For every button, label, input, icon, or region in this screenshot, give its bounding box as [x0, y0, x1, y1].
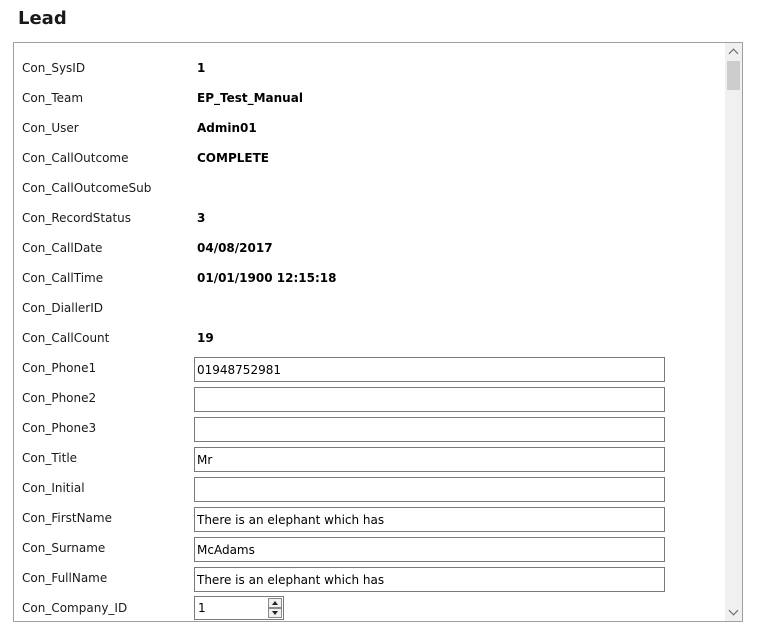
lead-details-panel [13, 42, 743, 622]
row-phone2 [14, 378, 724, 408]
company-id-label: Con_Company_ID [22, 601, 128, 615]
team-value: EP_Test_Manual [197, 91, 303, 105]
row-phone3 [14, 408, 724, 438]
company-id-input[interactable] [195, 597, 273, 619]
row-calltime [14, 258, 724, 288]
row-calldate [14, 228, 724, 258]
title-label: Con_Title [22, 451, 78, 465]
row-title [14, 438, 724, 468]
row-team [14, 78, 724, 108]
triangle-down-icon [272, 611, 278, 615]
row-fullname [14, 558, 724, 588]
company-id-stepper[interactable] [194, 596, 284, 620]
stepper-down-button[interactable] [268, 608, 282, 618]
row-phone1 [14, 348, 724, 378]
surname-label: Con_Surname [22, 541, 106, 555]
fullname-label: Con_FullName [22, 571, 108, 585]
calldate-label: Con_CallDate [22, 241, 103, 255]
scroll-up-button[interactable] [725, 43, 742, 60]
row-sysid [14, 48, 724, 78]
initial-label: Con_Initial [22, 481, 85, 495]
row-calloutcomesub [14, 168, 724, 198]
calltime-label: Con_CallTime [22, 271, 104, 285]
recordstatus-label: Con_RecordStatus [22, 211, 132, 225]
user-label: Con_User [22, 121, 79, 135]
team-label: Con_Team [22, 91, 84, 105]
row-recordstatus [14, 198, 724, 228]
calloutcome-label: Con_CallOutcome [22, 151, 129, 165]
row-firstname [14, 498, 724, 528]
row-initial [14, 468, 724, 498]
row-user [14, 108, 724, 138]
calltime-value: 01/01/1900 12:15:18 [197, 271, 337, 285]
phone2-label: Con_Phone2 [22, 391, 97, 405]
calloutcome-value: COMPLETE [197, 151, 269, 165]
calldate-value: 04/08/2017 [197, 241, 273, 255]
calloutcomesub-label: Con_CallOutcomeSub [22, 181, 152, 195]
chevron-down-icon [729, 606, 739, 616]
row-diallerid [14, 288, 724, 318]
user-value: Admin01 [197, 121, 257, 135]
row-company-id [14, 588, 724, 618]
scroll-thumb[interactable] [727, 61, 740, 90]
phone1-label: Con_Phone1 [22, 361, 97, 375]
sysid-label: Con_SysID [22, 61, 86, 75]
firstname-label: Con_FirstName [22, 511, 112, 525]
row-callcount [14, 318, 724, 348]
row-calloutcome [14, 138, 724, 168]
row-surname [14, 528, 724, 558]
stepper-up-button[interactable] [268, 598, 282, 608]
stepper-buttons [268, 598, 282, 618]
diallerid-label: Con_DiallerID [22, 301, 104, 315]
chevron-up-icon [729, 49, 739, 59]
callcount-label: Con_CallCount [22, 331, 110, 345]
callcount-value: 19 [197, 331, 214, 345]
recordstatus-value: 3 [197, 211, 206, 225]
scroll-down-button[interactable] [725, 604, 742, 621]
sysid-value: 1 [197, 61, 206, 75]
phone3-label: Con_Phone3 [22, 421, 97, 435]
page-title: Lead [18, 8, 67, 29]
vertical-scrollbar[interactable] [725, 43, 742, 621]
triangle-up-icon [272, 601, 278, 605]
